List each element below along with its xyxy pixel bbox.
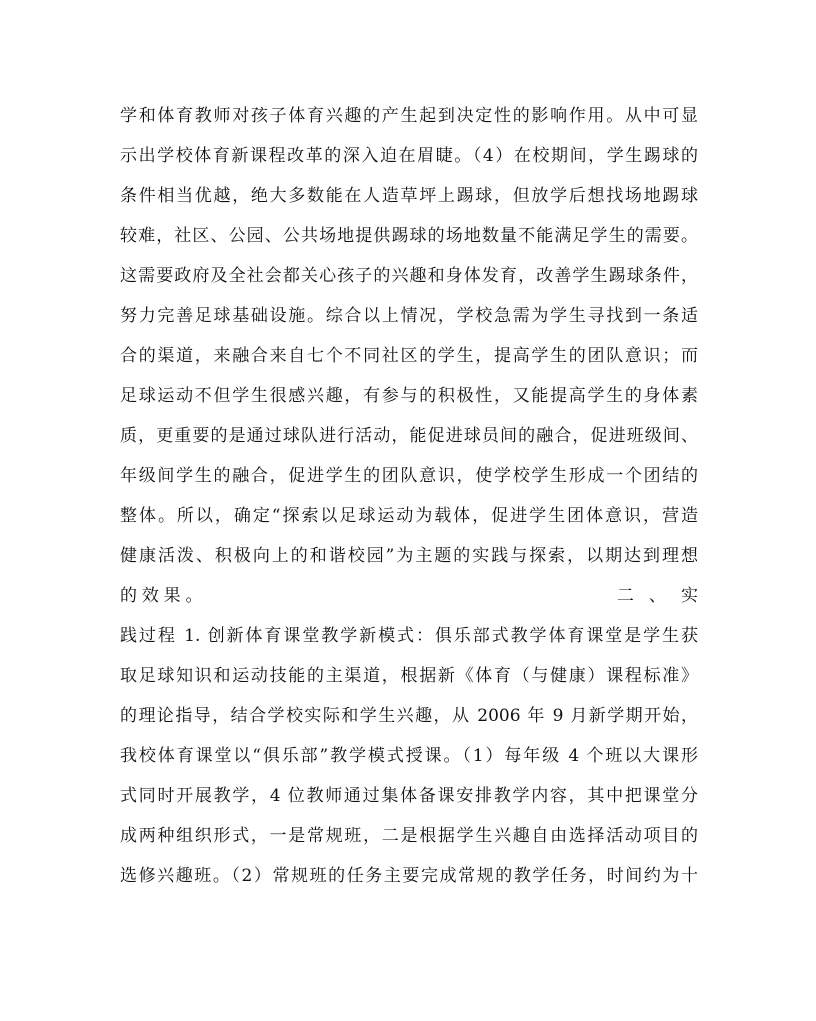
text-line: 这需要政府及全社会都关心孩子的兴趣和身体发育，改善学生踢球条件， [120,266,698,286]
text-line: 足球运动不但学生很感兴趣，有参与的积极性，又能提高学生的身体素 [120,386,698,406]
text-line: 践过程 1. 创新体育课堂教学新模式：俱乐部式教学体育课堂是学生获 [120,626,698,646]
text-line: 的理论指导，结合学校实际和学生兴趣，从 2006 年 9 月新学期开始， [120,706,698,726]
text-line: 的效果。 二 、 实 [120,586,698,606]
text-line: 努力完善足球基础设施。综合以上情况，学校急需为学生寻找到一条适 [120,306,698,326]
text-line: 学和体育教师对孩子体育兴趣的产生起到决定性的影响作用。从中可显 [120,106,698,126]
text-line: 取足球知识和运动技能的主渠道，根据新《体育（与健康）课程标准》 [120,666,698,686]
text-line: 我校体育课堂以“俱乐部”教学模式授课。（1）每年级 4 个班以大课形 [120,746,698,766]
text-line: 示出学校体育新课程改革的深入迫在眉睫。（4）在校期间，学生踢球的 [120,146,698,166]
text-line: 较难，社区、公园、公共场地提供踢球的场地数量不能满足学生的需要。 [120,226,698,246]
text-line: 条件相当优越，绝大多数能在人造草坪上踢球，但放学后想找场地踢球 [120,186,698,206]
text-line: 质，更重要的是通过球队进行活动，能促进球员间的融合，促进班级间、 [120,426,698,446]
text-line: 年级间学生的融合，促进学生的团队意识，使学校学生形成一个团结的 [120,466,698,486]
text-line: 成两种组织形式，一是常规班，二是根据学生兴趣自由选择活动项目的 [120,826,698,846]
body-text [120,96,698,896]
text-line: 健康活泼、积极向上的和谐校园”为主题的实践与探索，以期达到理想 [120,546,698,566]
text-line: 式同时开展教学，4 位教师通过集体备课安排教学内容，其中把课堂分 [120,786,698,806]
text-line: 整体。所以，确定“探索以足球运动为载体，促进学生团体意识，营造 [120,506,698,526]
text-line: 选修兴趣班。（2）常规班的任务主要完成常规的教学任务，时间约为十 [120,866,698,886]
text-line: 合的渠道，来融合来自七个不同社区的学生，提高学生的团队意识；而 [120,346,698,366]
